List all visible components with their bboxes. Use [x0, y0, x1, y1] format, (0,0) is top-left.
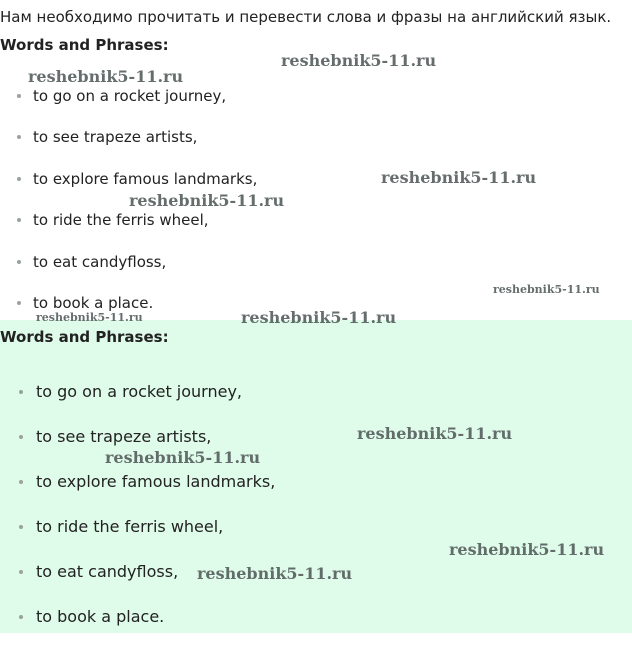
- list-item-text: to explore famous landmarks,: [36, 472, 276, 491]
- watermark-text: reshebnik5-11.ru: [381, 168, 537, 187]
- list-item-text: to see trapeze artists,: [33, 128, 198, 146]
- section-1-heading: Words and Phrases:: [0, 36, 169, 54]
- watermark-text: reshebnik5-11.ru: [105, 448, 261, 467]
- watermark-text: reshebnik5-11.ru: [357, 424, 513, 443]
- list-item-text: to eat candyfloss,: [36, 562, 179, 581]
- watermark-text: reshebnik5-11.ru: [241, 308, 397, 327]
- watermark-text: reshebnik5-11.ru: [449, 540, 605, 559]
- watermark-text: reshebnik5-11.ru: [281, 51, 437, 70]
- bullet-dot-icon: [17, 177, 21, 181]
- bullet-dot-icon: [17, 135, 21, 139]
- bullet-dot-icon: [17, 260, 21, 264]
- bullet-dot-icon: [19, 615, 23, 619]
- list-item-text: to eat candyfloss,: [33, 253, 167, 271]
- bullet-dot-icon: [19, 390, 23, 394]
- list-item-text: to go on a rocket journey,: [36, 382, 243, 401]
- watermark-text: reshebnik5-11.ru: [36, 311, 143, 324]
- list-item-text: to ride the ferris wheel,: [36, 517, 224, 536]
- bullet-dot-icon: [19, 480, 23, 484]
- watermark-text: reshebnik5-11.ru: [197, 564, 353, 583]
- bullet-dot-icon: [17, 301, 21, 305]
- intro-text: Нам необходимо прочитать и перевести слова и фразы на английский язык.: [0, 8, 612, 26]
- list-item-text: to see trapeze artists,: [36, 427, 212, 446]
- section-2-list: [0, 381, 632, 631]
- section-1-list: [0, 86, 632, 316]
- section-2-heading: Words and Phrases:: [0, 328, 169, 346]
- bullet-dot-icon: [17, 218, 21, 222]
- watermark-text: reshebnik5-11.ru: [129, 191, 285, 210]
- bullet-dot-icon: [17, 94, 21, 98]
- bullet-dot-icon: [19, 570, 23, 574]
- list-item-text: to ride the ferris wheel,: [33, 211, 209, 229]
- list-item-text: to book a place.: [33, 294, 154, 312]
- bullet-dot-icon: [19, 435, 23, 439]
- watermark-text: reshebnik5-11.ru: [493, 283, 600, 296]
- list-item-text: to go on a rocket journey,: [33, 87, 227, 105]
- list-item-text: to book a place.: [36, 607, 165, 626]
- watermark-text: reshebnik5-11.ru: [28, 67, 184, 86]
- bullet-dot-icon: [19, 525, 23, 529]
- list-item-text: to explore famous landmarks,: [33, 170, 258, 188]
